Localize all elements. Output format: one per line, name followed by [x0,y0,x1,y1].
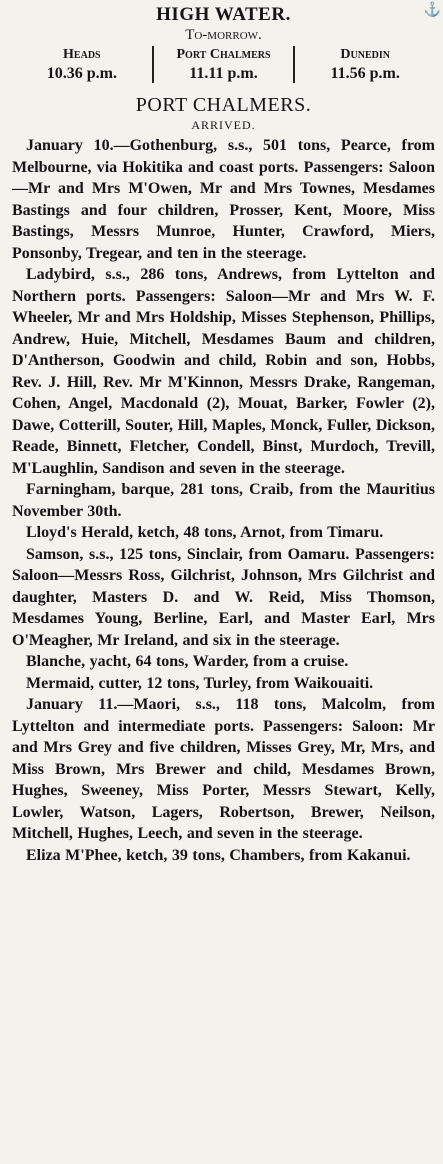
high-water-title: HIGH WATER. [156,4,291,25]
shipping-entry: Blanche, yacht, 64 tons, Warder, from a cruise. [26,653,349,670]
tide-time: 11.11 p.m. [189,65,258,82]
shipping-entry: Mermaid, cutter, 12 tons, Turley, from Waikouaiti. [26,674,374,692]
shipping-entry: Eliza M'Phee, ketch, 39 tons, Chambers, from Kakanui. [26,846,411,864]
tide-place: Heads [63,47,101,62]
section-title: PORT CHALMERS. [135,94,312,116]
shipping-entry: January 10.—Gothenburg, s.s., 501 tons, Pearce, from Melbourne, via Hokitika and coast ports. Passengers: Saloon—Mr and Mrs M'Owen, Mr and Mrs Townes, Mesdames Bastings and four children, Prosser, Kent, Moore, Miss Bastings, Messrs Munroe, Hunter, Crawford, Miers, Ponsonby, Tregear, and ten in the steerage. [12,137,435,262]
tide-time: 11.56 p.m. [330,65,400,82]
shipping-entry: Farningham, barque, 281 tons, Craib, from the Mauritius November 30th. [12,481,435,520]
high-water-subtitle: To-morrow. [185,27,262,43]
tide-dunedin [293,46,435,83]
shipping-entry: Lloyd's Herald, ketch, 48 tons, Arnot, from Timaru. [26,524,384,541]
tide-place: Dunedin [340,47,390,62]
tide-time: 10.36 p.m. [46,65,117,82]
tide-place: Port Chalmers [176,47,271,62]
shipping-entry: January 11.—Maori, s.s., 118 tons, Malcolm, from Lyttelton and intermediate ports. Passengers: Saloon: Mr and Mrs Grey and five children, Misses Grey, Mr, Mrs, and Miss Brown, Mrs Brewer and child, Mesdames Brown, Hughes, Sweeney, Miss Porter, Messrs Stewart, Kelly, Lowler, Watson, Lagers, Robertson, Brewer, Neilson, Mitchell, Hughes, Leech, and seven in the steerage. [12,696,435,842]
tide-table [12,46,435,83]
tide-heads [12,46,152,83]
tide-port-chalmers [152,46,294,83]
anchor-icon: ⚓ [423,3,441,18]
shipping-entry: Samson, s.s., 125 tons, Sinclair, from Oamaru. Passengers: Saloon—Messrs Ross, Gilchrist, Johnson, Mrs Gilchrist and daughter, Masters D. and W. Reid, Miss Thomson, Mesdames Young, Berline, Earl, and Master Earl, Mrs O'Meagher, Mr Ireland, and six in the steerage. [12,545,435,649]
shipping-entry: Ladybird, s.s., 286 tons, Andrews, from Lyttelton and Northern ports. Passengers: Saloon—Mr and Mrs W. F. Wheeler, Mr and Mrs Holdship, Misses Stephenson, Phillips, Andrew, Huie, Mitchell, Mesdames Baum and children, D'Antherson, Goodwin and child, Robin and son, Hobbs, Rev. J. Hill, Rev. Mr M'Kinnon, Messrs Drake, Rangeman, Cohen, Angel, Macdonald (2), Mouat, Barker, Fowler (2), Dawe, Cotterill, Souter, Hill, Maples, Monck, Fuller, Dickson, Reade, Binnett, Fletcher, Condell, Binst, Murdoch, Trevill, M'Laughlin, Sandison and seven in the steerage. [12,266,435,477]
arrived-heading: ARRIVED. [191,118,256,132]
